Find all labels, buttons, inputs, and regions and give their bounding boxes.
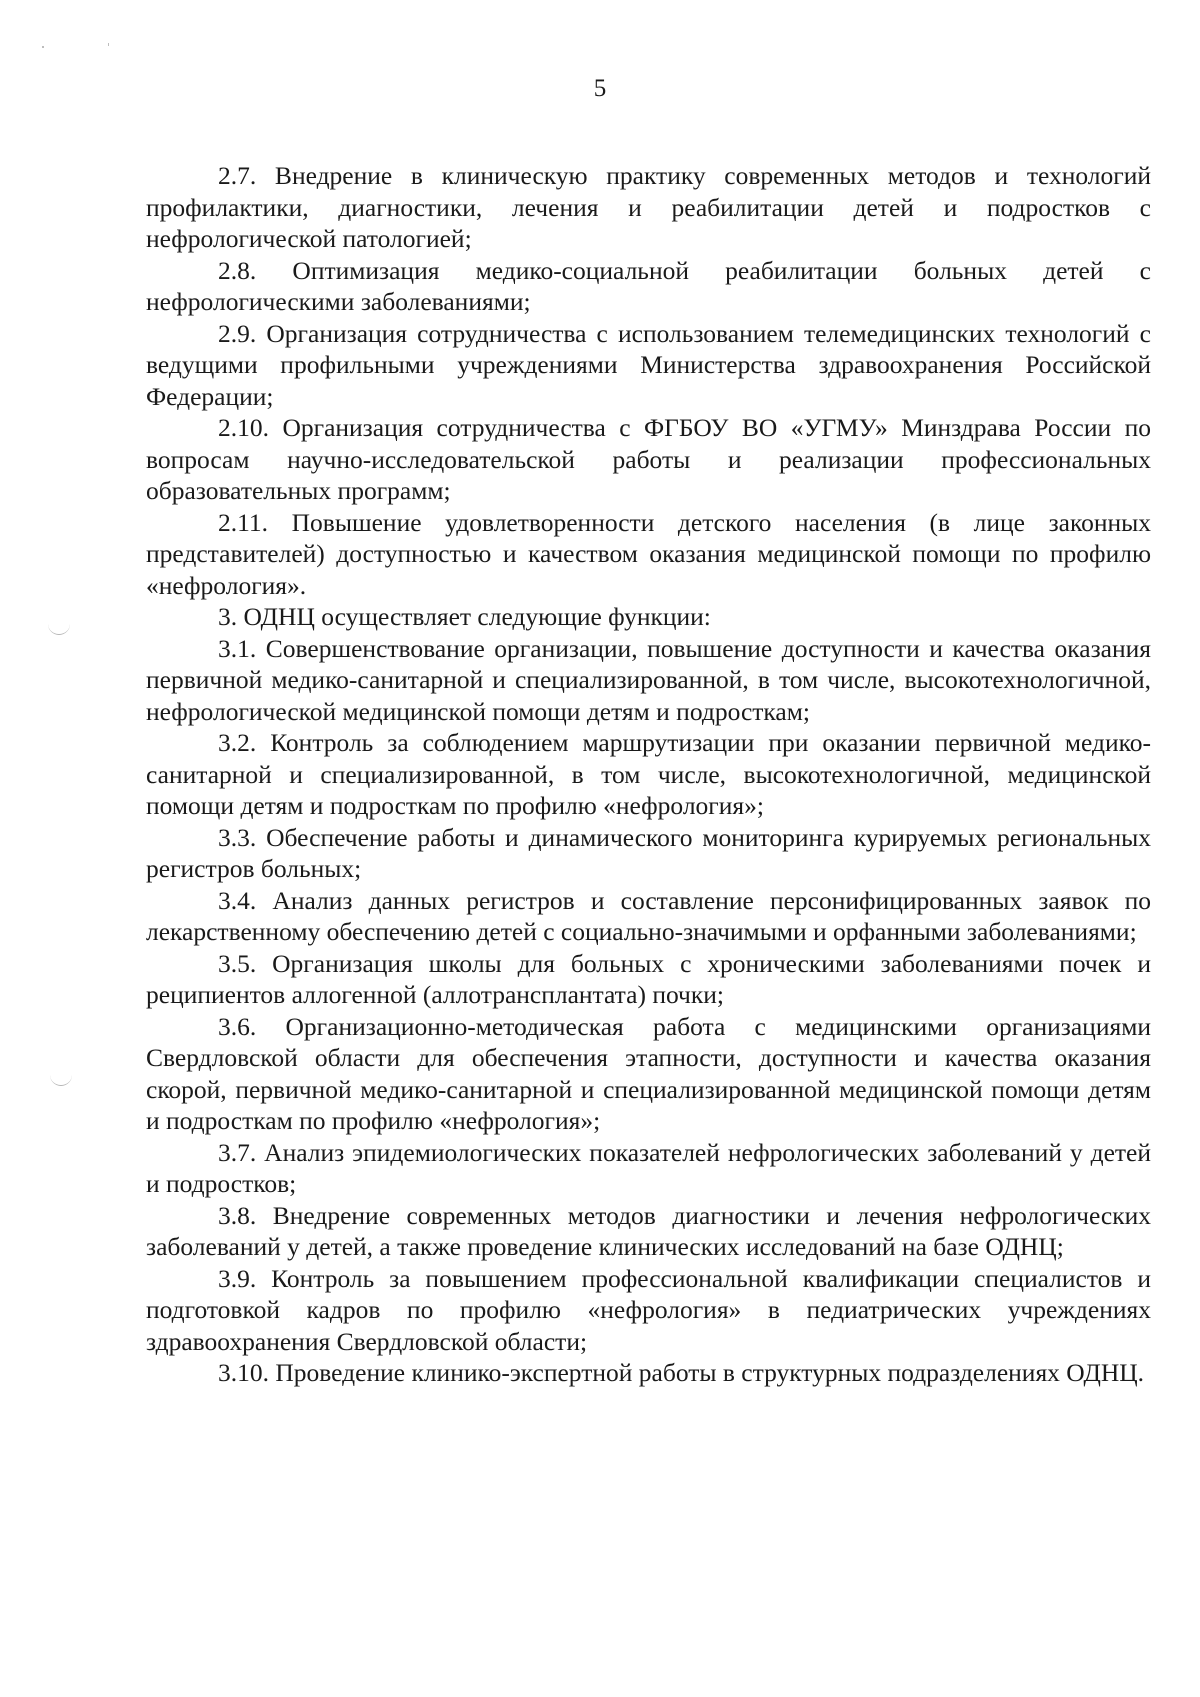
paragraph-3-1: 3.1. Совершенствование организации, повышение доступности и качества оказания первичной медико-санитарной и специализированной, в том числе, высокотехнологичной, нефрологической медицинской помощи детям и подросткам;: [146, 633, 1151, 726]
paragraph-3-10: 3.10. Проведение клинико-экспертной работы в структурных подразделениях ОДНЦ.: [218, 1358, 1145, 1387]
paragraph-3-6: 3.6. Организационно-методическая работа с медицинскими организациями Свердловской области для обеспечения этапности, доступности и качества оказания скорой, первичной медико-санитарной и специализированной медицинской помощи детям и подросткам по профилю «нефрология»;: [146, 1011, 1151, 1135]
paragraph-3-3: 3.3. Обеспечение работы и динамического мониторинга курируемых региональных регистров больных;: [146, 822, 1151, 883]
paragraph-3-7: 3.7. Анализ эпидемиологических показателей нефрологических заболеваний у детей и подростков;: [146, 1137, 1151, 1198]
paragraph-2-8: 2.8. Оптимизация медико-социальной реабилитации больных детей с нефрологическими заболеваниями;: [146, 255, 1151, 316]
document-body: [146, 160, 1151, 1389]
paragraph-2-11: 2.11. Повышение удовлетворенности детского населения (в лице законных представителей) доступностью и качеством оказания медицинской помощи по профилю «нефрология».: [146, 507, 1151, 600]
paragraph-3-2: 3.2. Контроль за соблюдением маршрутизации при оказании первичной медико-санитарной и специализированной, в том числе, высокотехнологичной, медицинской помощи детям и подросткам по профилю «нефрология»;: [146, 728, 1151, 820]
scan-speck: [42, 46, 44, 48]
paragraph-3-heading: 3. ОДНЦ осуществляет следующие функции:: [218, 602, 711, 631]
paragraph-3-5: 3.5. Организация школы для больных с хроническими заболеваниями почек и реципиентов аллогенной (аллотрансплантата) почки;: [146, 948, 1151, 1009]
paragraph-3-4: 3.4. Анализ данных регистров и составление персонифицированных заявок по лекарственному обеспечению детей с социально-значимыми и орфанными заболеваниями;: [146, 885, 1151, 946]
paragraph-3-9: 3.9. Контроль за повышением профессиональной квалификации специалистов и подготовкой кадров по профилю «нефрология» в педиатрических учреждениях здравоохранения Свердловской области;: [146, 1263, 1151, 1356]
binding-hole-mark: [50, 1075, 72, 1086]
page-number: 5: [593, 75, 607, 102]
paragraph-2-9: 2.9. Организация сотрудничества с использованием телемедицинских технологий с ведущими профильными учреждениями Министерства здравоохранения Российской Федерации;: [146, 318, 1151, 411]
paragraph-3-8: 3.8. Внедрение современных методов диагностики и лечения нефрологических заболеваний у детей, а также проведение клинических исследований на базе ОДНЦ;: [146, 1200, 1151, 1261]
binding-hole-mark: [48, 624, 70, 635]
paragraph-2-7: 2.7. Внедрение в клиническую практику современных методов и технологий профилактики, диагностики, лечения и реабилитации детей и подростков с нефрологической патологией;: [146, 161, 1151, 253]
paragraph-2-10: 2.10. Организация сотрудничества с ФГБОУ ВО «УГМУ» Минздрава России по вопросам научно-исследовательской работы и реализации профессиональных образовательных программ;: [146, 413, 1151, 505]
scan-speck: [108, 43, 109, 46]
